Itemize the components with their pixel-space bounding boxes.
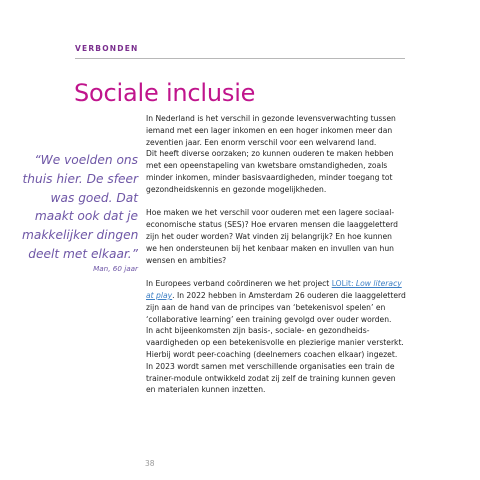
text-line: wensen en ambities? <box>146 255 227 265</box>
project-link[interactable] <box>332 279 402 288</box>
text-line: vaardigheden op een betekenisvolle en plezierige manier versterkt. <box>146 338 404 348</box>
text-line: Dit heeft diverse oorzaken; zo kunnen ouderen te maken hebben <box>146 149 394 159</box>
link-text-italic: at play <box>146 290 173 300</box>
quote-line: deelt met elkaar.” <box>28 246 138 261</box>
text-line <box>146 278 416 290</box>
quote-line: maakt ook dat je <box>34 209 138 224</box>
quote-line: thuis hier. De sfeer <box>22 171 138 186</box>
quote-line: “We voelden ons <box>34 153 138 167</box>
quote-line: was goed. Dat <box>50 190 138 205</box>
quote-attribution: Man, 60 jaar <box>93 263 138 273</box>
text-line: In acht bijeenkomsten zijn basis-, sociale- en gezondheids- <box>146 326 370 336</box>
section-label: VERBONDEN <box>75 44 139 53</box>
text-line: gezondheidskennis en gezonde mogelijkheden. <box>146 184 327 194</box>
text-line <box>146 290 416 302</box>
text-line: economische status (SES)? Hoe ervaren mensen die laaggeletterd <box>146 220 398 230</box>
text-line: zijn het ouder worden? Wat vinden zij belangrijk? En hoe kunnen <box>146 231 392 241</box>
text-line: we hen ondersteunen bij het kenbaar maken en invullen van hun <box>146 243 394 253</box>
paragraph-inequality <box>146 113 416 196</box>
header-divider <box>75 58 405 59</box>
project-link-continued[interactable] <box>146 291 172 300</box>
text-line: iemand met een lager inkomen en een hoger inkomen meer dan <box>146 125 393 135</box>
text-line: In Nederland is het verschil in gezonde levensverwachting tussen <box>146 114 396 123</box>
text-fragment: In Europees verband coördineren we het project <box>146 279 332 289</box>
link-text: LOLit: <box>331 279 356 289</box>
pull-quote <box>22 151 138 273</box>
text-line: Hierbij wordt peer-coaching (deelnemers coachen elkaar) ingezet. <box>146 349 398 359</box>
paragraph-questions <box>146 207 416 266</box>
text-line: en materialen kunnen inzetten. <box>146 385 266 395</box>
text-fragment: . In 2022 hebben in Amsterdam 26 ouderen die laaggeletterd <box>172 290 406 300</box>
text-line: trainer-module ontwikkeld zodat zij zelf de training kunnen geven <box>146 373 396 383</box>
text-line: met een opeenstapeling van kwetsbare omstandigheden, zoals <box>146 161 388 171</box>
page-title: Sociale inclusie <box>74 79 256 108</box>
text-line: zeventien jaar. Een enorm verschil voor een welvarend land. <box>146 137 377 147</box>
text-line: zijn aan de hand van de principes van ‘betekenisvol spelen’ en <box>146 302 386 312</box>
paragraph-project <box>146 278 416 396</box>
text-line: Hoe maken we het verschil voor ouderen met een lagere sociaal- <box>146 208 395 218</box>
text-line: minder inkomen, minder basisvaardigheden, minder toegang tot <box>146 172 393 182</box>
link-text-italic: Low literacy <box>355 279 402 289</box>
body-text <box>146 113 416 396</box>
text-line: In 2023 wordt samen met verschillende organisaties een train de <box>146 361 395 371</box>
quote-line: makkelijker dingen <box>22 228 139 243</box>
page-number: 38 <box>145 459 155 468</box>
text-line: ‘collaborative learning’ een training gevolgd over ouder worden. <box>146 314 392 324</box>
